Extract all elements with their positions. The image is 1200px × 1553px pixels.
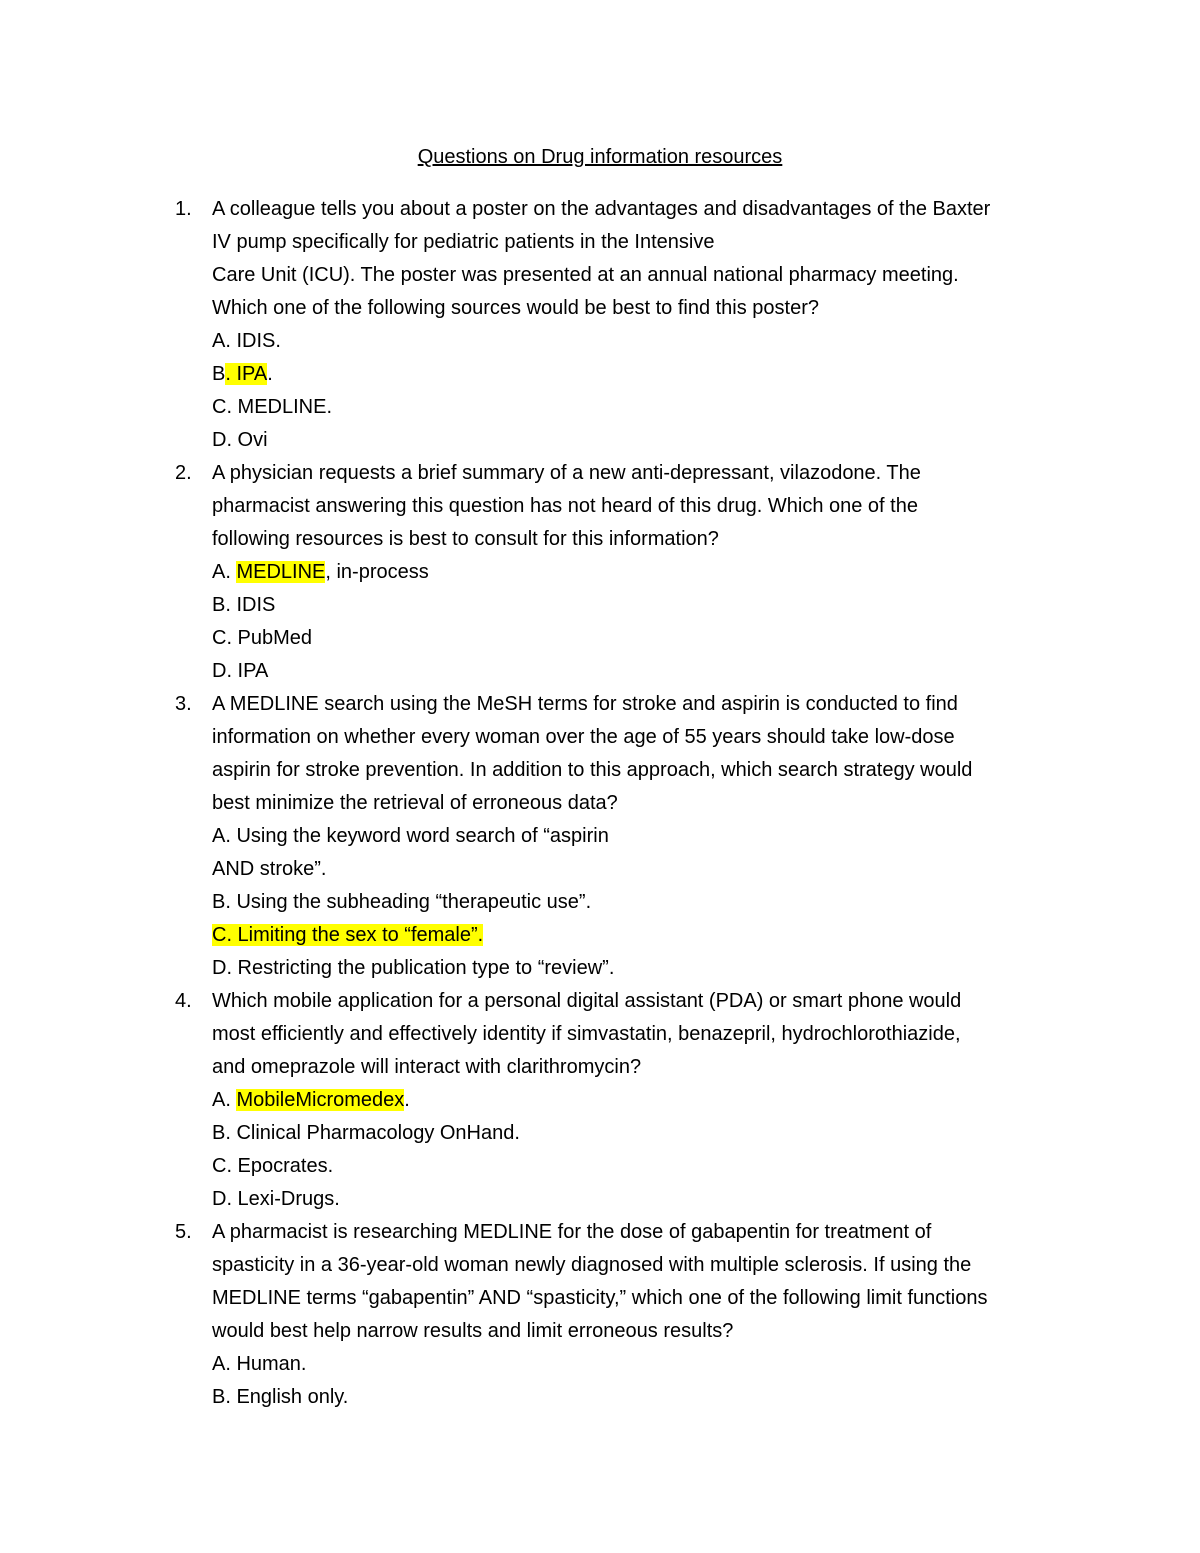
question-text-line: following resources is best to consult for this information? [212, 528, 719, 550]
option-text: A. Using the keyword word search of “aspirin [212, 825, 609, 847]
answer-option [212, 655, 1092, 688]
answer-option [212, 886, 1092, 919]
answer-option [212, 622, 1092, 655]
option-text: C. MEDLINE. [212, 396, 333, 418]
question-text-line: aspirin for stroke prevention. In addition to this approach, which search strategy would [212, 759, 973, 781]
answer-option [212, 1117, 1092, 1150]
question-number: 2. [175, 462, 192, 484]
question-text-line: Care Unit (ICU). The poster was presented at an annual national pharmacy meeting. [212, 264, 959, 286]
answer-option [212, 424, 1092, 457]
answer-option [212, 853, 1092, 886]
question-text-line: best minimize the retrieval of erroneous data? [212, 792, 618, 814]
question-text-line: IV pump specifically for pediatric patients in the Intensive [212, 231, 715, 253]
option-text: B [212, 363, 226, 385]
option-text: A. Human. [212, 1353, 307, 1375]
option-text: D. IPA [212, 660, 269, 682]
question-text-line: and omeprazole will interact with clarithromycin? [212, 1056, 642, 1078]
answer-option [212, 1381, 1092, 1414]
answer-option [212, 325, 1092, 358]
question-number: 5. [175, 1221, 192, 1243]
question-item [175, 688, 1092, 985]
question-text-line: MEDLINE terms “gabapentin” AND “spasticity,” which one of the following limit functions [212, 1287, 988, 1309]
answer-option [212, 589, 1092, 622]
question-text-line: pharmacist answering this question has not heard of this drug. Which one of the [212, 495, 918, 517]
option-text-suffix: , in-process [325, 561, 429, 583]
question-item [175, 1216, 1092, 1414]
option-text: C. Epocrates. [212, 1155, 334, 1177]
option-text: A. [212, 1089, 237, 1111]
question-text-line: A colleague tells you about a poster on the advantages and disadvantages of the Baxter [212, 198, 991, 220]
question-item [175, 457, 1092, 688]
answer-option [212, 1084, 1092, 1117]
answer-option [212, 1150, 1092, 1183]
question-number: 4. [175, 990, 192, 1012]
option-text: D. Restricting the publication type to “review”. [212, 957, 615, 979]
option-text: A. [212, 561, 237, 583]
question-list [175, 193, 1092, 1414]
question-text-line: A MEDLINE search using the MeSH terms for stroke and aspirin is conducted to find [212, 693, 958, 715]
highlighted-answer: MobileMicromedex [236, 1089, 405, 1111]
answer-option [212, 1183, 1092, 1216]
answer-option [212, 358, 1092, 391]
question-number: 3. [175, 693, 192, 715]
highlighted-answer: MEDLINE [236, 561, 326, 583]
option-text: D. Lexi-Drugs. [212, 1188, 340, 1210]
answer-option [212, 556, 1092, 589]
question-text-line: most efficiently and effectively identity if simvastatin, benazepril, hydrochlorothiazide, [212, 1023, 961, 1045]
question-text-line: A pharmacist is researching MEDLINE for the dose of gabapentin for treatment of [212, 1221, 932, 1243]
highlighted-answer: . IPA [225, 363, 268, 385]
answer-option [212, 919, 1092, 952]
question-text-line: would best help narrow results and limit erroneous results? [212, 1320, 734, 1342]
question-text-line: spasticity in a 36-year-old woman newly diagnosed with multiple sclerosis. If using the [212, 1254, 972, 1276]
answer-option [212, 1348, 1092, 1381]
option-text: AND stroke”. [212, 858, 327, 880]
question-item [175, 985, 1092, 1216]
option-text: B. English only. [212, 1386, 349, 1408]
option-text-suffix: . [404, 1089, 410, 1111]
option-text: D. Ovi [212, 429, 268, 451]
question-text-line: Which one of the following sources would be best to find this poster? [212, 297, 820, 319]
option-text-suffix: . [267, 363, 273, 385]
option-text: B. Using the subheading “therapeutic use”. [212, 891, 592, 913]
highlighted-answer: C. Limiting the sex to “female”. [212, 924, 484, 946]
option-text: C. PubMed [212, 627, 313, 649]
answer-option [212, 391, 1092, 424]
answer-option [212, 820, 1092, 853]
option-text: B. IDIS [212, 594, 276, 616]
answer-option [212, 952, 1092, 985]
option-text: B. Clinical Pharmacology OnHand. [212, 1122, 520, 1144]
page-title: Questions on Drug information resources [417, 146, 783, 168]
option-text: A. IDIS. [212, 330, 281, 352]
question-number: 1. [175, 198, 192, 220]
question-text-line: information on whether every woman over the age of 55 years should take low-dose [212, 726, 955, 748]
question-text-line: A physician requests a brief summary of a new anti-depressant, vilazodone. The [212, 462, 921, 484]
question-text-line: Which mobile application for a personal digital assistant (PDA) or smart phone would [212, 990, 962, 1012]
question-item [175, 193, 1092, 457]
